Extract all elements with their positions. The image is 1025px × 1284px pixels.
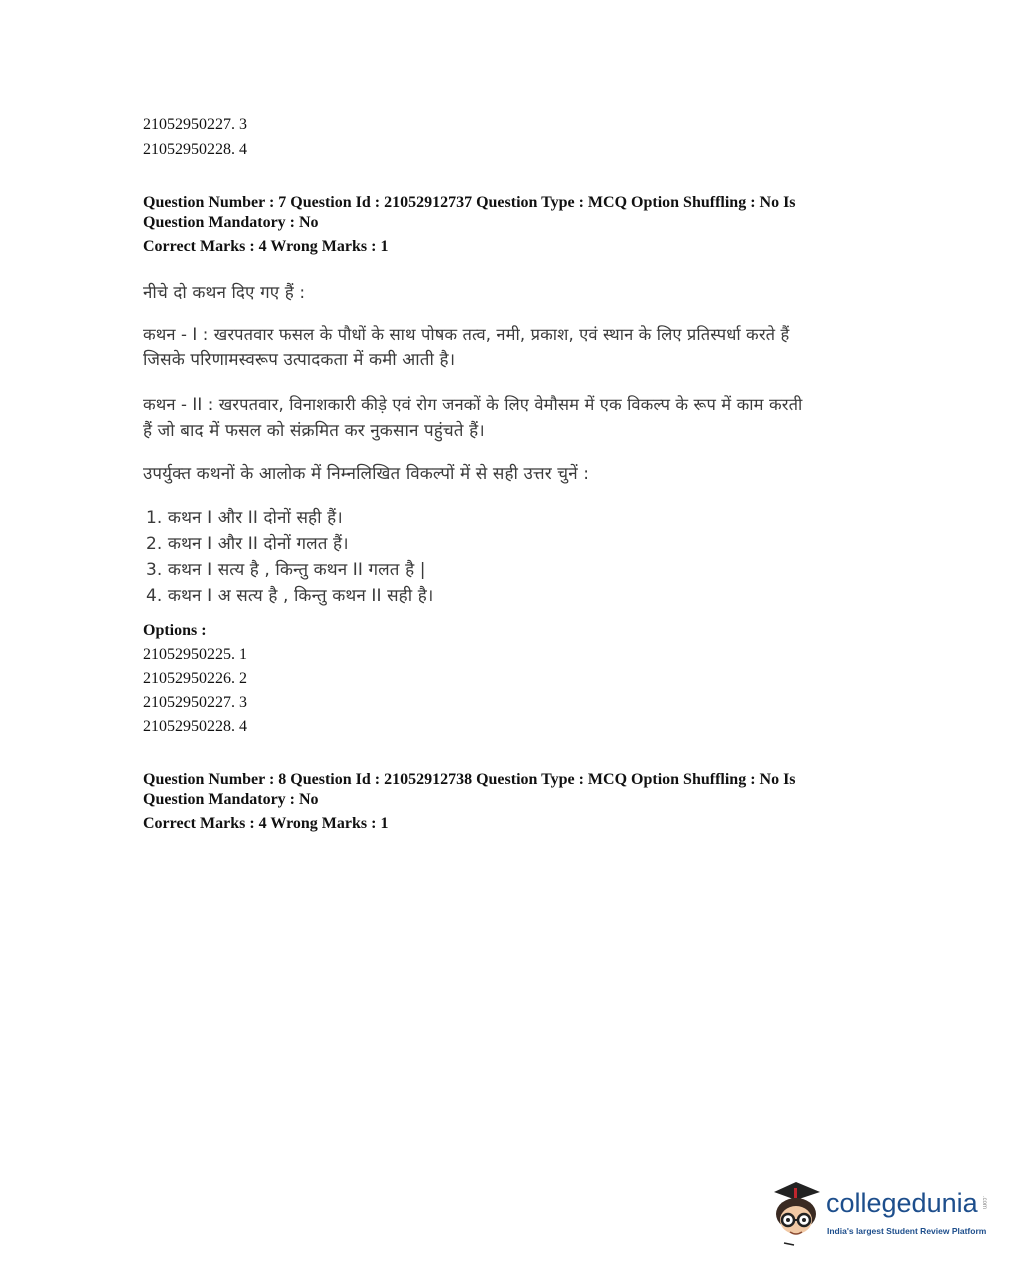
q7-statement2-line2: हैं जो बाद में फसल को संक्रमित कर नुकसान पहुंचते हैं।	[143, 421, 485, 441]
q7-option-2: 21052950226. 2	[143, 670, 247, 687]
q7-options-label: Options :	[143, 622, 207, 639]
collegedunia-logo[interactable]	[768, 1180, 998, 1250]
q7-choice-4: 4. कथन I अ सत्य है , किन्तु कथन II सही है।	[146, 586, 434, 606]
q7-question: उपर्युक्त कथनों के आलोक में निम्नलिखित विकल्पों में से सही उत्तर चुनें :	[143, 464, 590, 484]
logo-tagline: India's largest Student Review Platform	[827, 1226, 987, 1236]
q8-header-line1: Question Number : 8 Question Id : 21052912738 Question Type : MCQ Option Shuffling : No Is	[143, 771, 796, 788]
q7-intro: नीचे दो कथन दिए गए हैं :	[143, 283, 306, 303]
q7-statement1-line1: कथन - I : खरपतवार फसल के पौधों के साथ पोषक तत्व, नमी, प्रकाश, एवं स्थान के लिए प्रतिस्पर्धा करते हैं	[143, 325, 790, 344]
q7-statement2-line1: कथन - II : खरपतवार, विनाशकारी कीड़े एवं रोग जनकों के लिए वेमौसम में एक विकल्प के रूप में काम करती	[143, 395, 803, 414]
q7-choice-2: 2. कथन I और II दोनों गलत हैं।	[146, 534, 349, 554]
q7-header-line1: Question Number : 7 Question Id : 21052912737 Question Type : MCQ Option Shuffling : No Is	[143, 194, 796, 211]
q8-header-line2: Question Mandatory : No	[143, 791, 319, 808]
prev-option-3: 21052950227. 3	[143, 116, 247, 133]
logo-wordmark: collegedunia	[826, 1188, 978, 1218]
q7-option-4: 21052950228. 4	[143, 718, 247, 735]
prev-option-4: 21052950228. 4	[143, 141, 247, 158]
q7-choice-1: 1. कथन I और II दोनों सही हैं।	[146, 508, 343, 528]
q7-marks: Correct Marks : 4 Wrong Marks : 1	[143, 238, 389, 255]
q7-choice-3: 3. कथन I सत्य है , किन्तु कथन II गलत है |	[146, 560, 426, 580]
mascot-icon	[768, 1180, 826, 1248]
q8-marks: Correct Marks : 4 Wrong Marks : 1	[143, 815, 389, 832]
logo-com: .com	[981, 1196, 987, 1210]
q7-statement1-line2: जिसके परिणामस्वरूप उत्पादकता में कमी आती है।	[143, 350, 456, 370]
q7-option-1: 21052950225. 1	[143, 646, 247, 663]
q7-header-line2: Question Mandatory : No	[143, 214, 319, 231]
q7-option-3: 21052950227. 3	[143, 694, 247, 711]
